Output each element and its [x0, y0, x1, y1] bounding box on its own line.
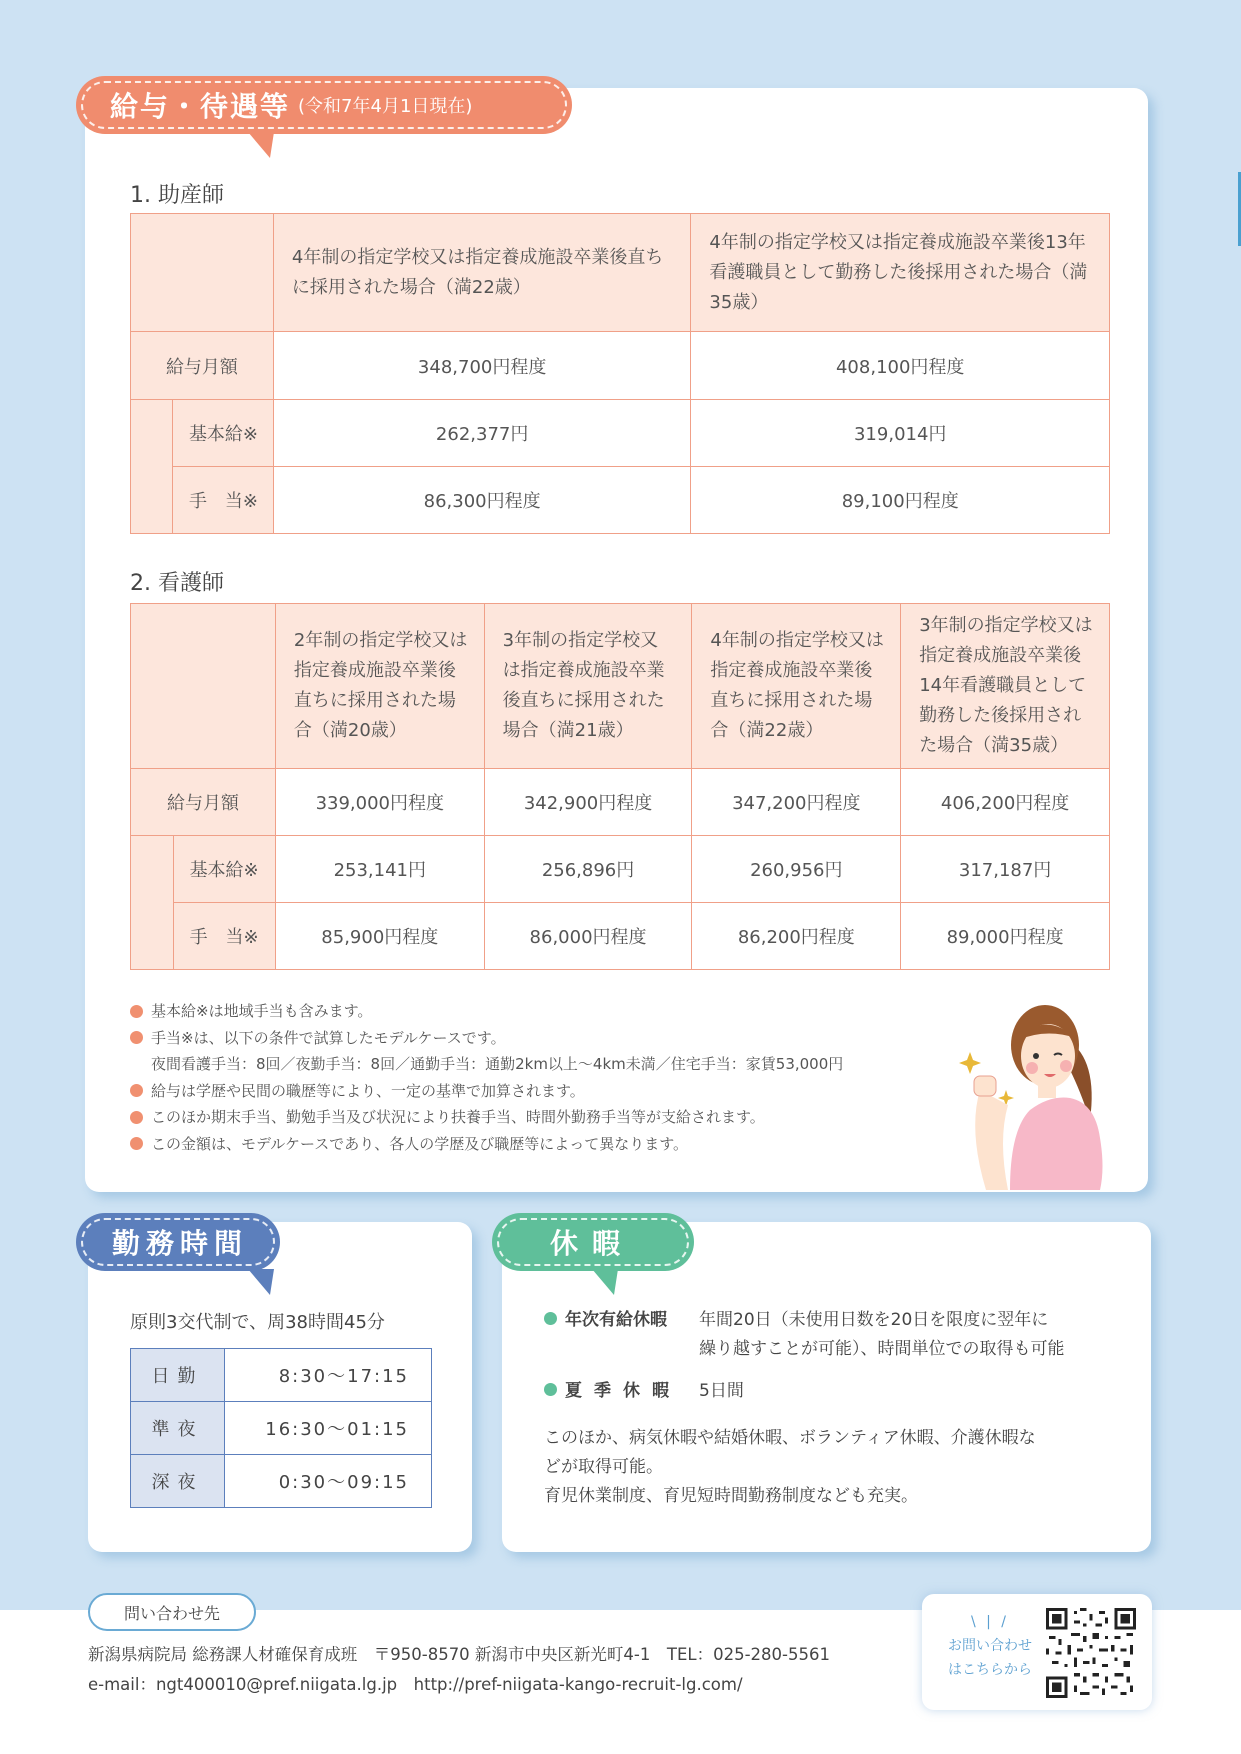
table-cell: 408,100円程度 — [691, 332, 1110, 400]
qr-label: お問い合わせ — [948, 1638, 1032, 1654]
shift-row — [131, 1349, 432, 1402]
row-label: 給与月額 — [131, 769, 276, 836]
table-cell: 319,014円 — [691, 400, 1110, 467]
table-cell: 260,956円 — [692, 836, 901, 903]
table-cell: 347,200円程度 — [692, 769, 901, 836]
table-cell: 89,100円程度 — [691, 467, 1110, 534]
footnote: このほか期末手当、勤勉手当及び状況により扶養手当、時間外勤務手当等が支給されます。 — [130, 1104, 843, 1131]
column-header: 3年制の指定学校又は指定養成施設卒業後14年看護職員として勤務した後採用された場合（満35歳） — [901, 604, 1110, 769]
contact-address — [88, 1640, 830, 1700]
contact-line: 新潟県病院局 総務課人材確保育成班 〒950-8570 新潟市中央区新光町4-1 TEL：025-280-5561 — [88, 1645, 830, 1664]
table-row — [131, 903, 1110, 970]
salary-title: 給与・待遇等 — [110, 90, 291, 123]
leave-name: 夏季休暇 — [565, 1381, 681, 1401]
shift-row — [131, 1455, 432, 1508]
column-header: 4年制の指定学校又は指定養成施設卒業後直ちに採用された場合（満22歳） — [273, 214, 691, 332]
footnote: 基本給※は地域手当も含みます。 — [130, 998, 843, 1025]
bullet-icon — [130, 1137, 143, 1150]
contact-label: 問い合わせ先 — [88, 1593, 256, 1631]
table-row — [131, 769, 1110, 836]
bullet-icon — [130, 1111, 143, 1124]
table-cell: 339,000円程度 — [275, 769, 484, 836]
speech-bubble-tail — [592, 1269, 618, 1295]
footnote: この金額は、モデルケースであり、各人の学歴及び職歴等によって異なります。 — [130, 1131, 843, 1158]
shift-table — [130, 1348, 432, 1508]
table-cell: 348,700円程度 — [273, 332, 691, 400]
indent-cell — [131, 836, 174, 970]
table-row — [131, 836, 1110, 903]
leave-detail: 年間20日（未使用日数を20日を限度に翌年に — [699, 1310, 1049, 1330]
leave-detail: 5日間 — [699, 1381, 744, 1401]
qr-code-icon[interactable] — [1046, 1608, 1136, 1698]
shift-name: 日勤 — [131, 1349, 225, 1402]
table-header-row — [131, 604, 1110, 769]
table-cell: 262,377円 — [273, 400, 691, 467]
speech-bubble-tail — [248, 1269, 274, 1295]
table-cell: 317,187円 — [901, 836, 1110, 903]
column-header: 4年制の指定学校又は指定養成施設卒業後13年看護職員として勤務した後採用された場合（満35歳） — [691, 214, 1110, 332]
table-row — [131, 332, 1110, 400]
bullet-icon — [130, 1084, 143, 1097]
nurse-illustration — [950, 990, 1120, 1190]
table-cell: 89,000円程度 — [901, 903, 1110, 970]
table-cell: 86,200円程度 — [692, 903, 901, 970]
shift-row — [131, 1402, 432, 1455]
row-label: 給与月額 — [131, 332, 274, 400]
table-row — [131, 400, 1110, 467]
corner-cell — [131, 214, 274, 332]
contact-email-url[interactable]: e-mail：ngt400010@pref.niigata.lg.jp http://pref-niigata-kango-recruit-lg.com/ — [88, 1675, 743, 1694]
midwife-heading: 1. 助産師 — [130, 183, 224, 208]
table-cell: 86,300円程度 — [273, 467, 691, 534]
shift-time: 8:30～17:15 — [225, 1349, 432, 1402]
leave-note: このほか、病気休暇や結婚休暇、ボランティア休暇、介護休暇な どが取得可能。 育児休業制度、育児短時間勤務制度なども充実。 — [544, 1428, 1036, 1506]
work-hours-title: 勤務時間 — [112, 1227, 249, 1260]
shift-time: 0:30～09:15 — [225, 1455, 432, 1508]
nurse-heading: 2. 看護師 — [130, 571, 224, 596]
salary-footnotes — [130, 998, 843, 1157]
table-cell: 406,200円程度 — [901, 769, 1110, 836]
footnote: 手当※は、以下の条件で試算したモデルケースです。 — [130, 1025, 843, 1052]
column-header: 4年制の指定学校又は指定養成施設卒業後直ちに採用された場合（満22歳） — [692, 604, 901, 769]
leave-name: 年次有給休暇 — [565, 1310, 667, 1330]
speech-bubble-tail — [248, 132, 274, 158]
salary-as-of-date: (令和7年4月1日現在) — [298, 96, 473, 117]
table-cell: 85,900円程度 — [275, 903, 484, 970]
table-cell: 253,141円 — [275, 836, 484, 903]
leave-title: 休暇 — [550, 1227, 635, 1260]
table-cell: 86,000円程度 — [484, 903, 692, 970]
bullet-icon — [544, 1383, 557, 1396]
qr-label: はこちらから — [948, 1662, 1032, 1678]
bullet-icon — [130, 1005, 143, 1018]
leave-header — [492, 1213, 694, 1271]
work-hours-intro: 原則3交代制で、周38時間45分 — [130, 1312, 385, 1333]
shift-time: 16:30～01:15 — [225, 1402, 432, 1455]
leave-item-summer — [544, 1377, 744, 1406]
row-label: 手 当※ — [172, 467, 273, 534]
leave-detail: 繰り越すことが可能）、時間単位での取得も可能 — [699, 1339, 1065, 1359]
table-row — [131, 467, 1110, 534]
table-header-row — [131, 214, 1110, 332]
shift-name: 準夜 — [131, 1402, 225, 1455]
row-label: 基本給※ — [172, 400, 273, 467]
salary-section-header — [76, 76, 572, 134]
work-hours-header — [76, 1213, 280, 1271]
midwife-salary-table — [130, 213, 1110, 534]
sparkle-icon: \ | / — [970, 1614, 1010, 1630]
leave-item-annual — [544, 1306, 1065, 1364]
table-cell: 342,900円程度 — [484, 769, 692, 836]
corner-cell — [131, 604, 276, 769]
row-label: 手 当※ — [173, 903, 275, 970]
bullet-icon — [544, 1312, 557, 1325]
qr-contact-card[interactable] — [922, 1594, 1152, 1710]
indent-cell — [131, 400, 173, 534]
nurse-salary-table — [130, 603, 1110, 970]
shift-name: 深夜 — [131, 1455, 225, 1508]
table-cell: 256,896円 — [484, 836, 692, 903]
column-header: 2年制の指定学校又は指定養成施設卒業後直ちに採用された場合（満20歳） — [275, 604, 484, 769]
footnote: 給与は学歴や民間の職歴等により、一定の基準で加算されます。 — [130, 1078, 843, 1105]
bullet-icon — [130, 1031, 143, 1044]
column-header: 3年制の指定学校又は指定養成施設卒業後直ちに採用された場合（満21歳） — [484, 604, 692, 769]
footnote-detail: 夜間看護手当：8回／夜勤手当：8回／通勤手当：通勤2km以上～4km未満／住宅手当：家賃53,000円 — [151, 1055, 844, 1073]
row-label: 基本給※ — [173, 836, 275, 903]
